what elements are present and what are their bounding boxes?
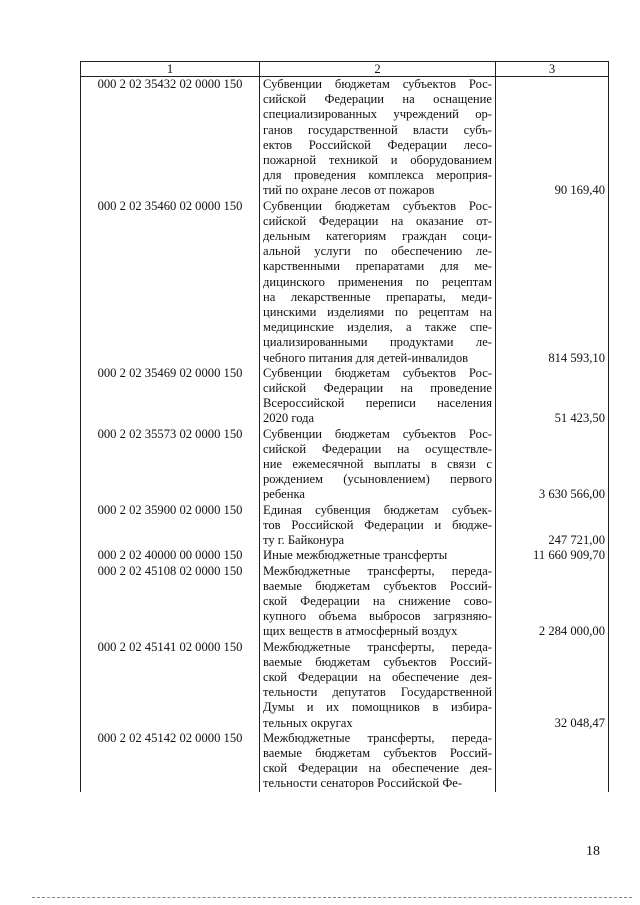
description-line: тельных округах xyxy=(263,715,353,730)
amount-cell: 2 284 000,00 xyxy=(496,564,609,640)
column-header-description: 2 xyxy=(260,62,496,77)
table-row xyxy=(81,366,609,427)
description-line: цинскими изделиями по рецептам на xyxy=(263,305,492,320)
description-cell xyxy=(260,564,496,640)
amount-cell: 247 721,00 xyxy=(496,503,609,549)
description-line: Межбюджетные трансферты, переда- xyxy=(263,563,492,578)
table-row xyxy=(81,77,609,199)
budget-code-cell: 000 2 02 45142 02 0000 150 xyxy=(81,731,260,792)
description-line: тельности депутатов Государственной xyxy=(263,685,492,700)
amount-cell: 11 660 909,70 xyxy=(496,548,609,563)
description-line: альной услуги по обеспечению ле- xyxy=(263,244,492,259)
description-line: ту г. Байконура xyxy=(263,533,345,548)
budget-code-cell: 000 2 02 35573 02 0000 150 xyxy=(81,427,260,503)
description-line: Единая субвенция бюджетам субъек- xyxy=(263,502,492,517)
description-line: 2020 года xyxy=(263,411,315,426)
description-cell xyxy=(260,503,496,549)
description-line: пожарной техникой и оборудованием xyxy=(263,153,492,168)
description-line: тов Российской Федерации и бюдже- xyxy=(263,517,492,532)
description-line: ской Федерации на обеспечение дея- xyxy=(263,669,492,684)
table-row xyxy=(81,640,609,731)
description-line: чебного питания для детей-инвалидов xyxy=(263,350,469,365)
description-cell xyxy=(260,548,496,563)
description-line: купного объема выбросов загрязняю- xyxy=(263,609,492,624)
description-line: циализированными продуктами ле- xyxy=(263,335,492,350)
description-line: ской Федерации на обеспечение дея- xyxy=(263,761,492,776)
table-body xyxy=(81,77,609,792)
description-line: Межбюджетные трансферты, переда- xyxy=(263,730,492,745)
budget-code-cell: 000 2 02 40000 00 0000 150 xyxy=(81,548,260,563)
description-cell xyxy=(260,366,496,427)
column-header-amount: 3 xyxy=(496,62,609,77)
budget-code-cell: 000 2 02 35432 02 0000 150 xyxy=(81,77,260,199)
table-row xyxy=(81,548,609,563)
amount-cell: 814 593,10 xyxy=(496,199,609,366)
description-line: Думы и их помощников в избира- xyxy=(263,700,492,715)
amount-cell: 90 169,40 xyxy=(496,77,609,199)
description-line: ние ежемесячной выплаты в связи с xyxy=(263,457,492,472)
description-line: Межбюджетные трансферты, переда- xyxy=(263,639,492,654)
description-line: ваемые бюджетам субъектов Россий- xyxy=(263,654,492,669)
description-line: ваемые бюджетам субъектов Россий- xyxy=(263,578,492,593)
description-line: Субвенции бюджетам субъектов Рос- xyxy=(263,198,492,213)
budget-code-cell: 000 2 02 35900 02 0000 150 xyxy=(81,503,260,549)
column-header-code: 1 xyxy=(81,62,260,77)
description-line: Субвенции бюджетам субъектов Рос- xyxy=(263,365,492,380)
description-cell xyxy=(260,199,496,366)
description-line: Субвенции бюджетам субъектов Рос- xyxy=(263,426,492,441)
description-line: ваемые бюджетам субъектов Россий- xyxy=(263,745,492,760)
amount-cell xyxy=(496,731,609,792)
description-line: сийской Федерации на осуществле- xyxy=(263,441,492,456)
description-line: дицинского применения по рецептам xyxy=(263,274,492,289)
description-line: рождением (усыновлением) первого xyxy=(263,472,492,487)
description-line: тий по охране лесов от пожаров xyxy=(263,183,435,198)
description-line: специализированных учреждений ор- xyxy=(263,107,492,122)
description-line: на лекарственные препараты, меди- xyxy=(263,289,492,304)
description-line: тельности сенаторов Российской Фе- xyxy=(263,776,463,791)
amount-cell: 32 048,47 xyxy=(496,640,609,731)
header-row xyxy=(81,62,609,77)
table-row xyxy=(81,503,609,549)
description-cell xyxy=(260,731,496,792)
description-cell xyxy=(260,77,496,199)
table-row xyxy=(81,564,609,640)
description-line: ской Федерации на снижение сово- xyxy=(263,593,492,608)
description-line: для проведения комплекса мероприя- xyxy=(263,168,492,183)
description-cell xyxy=(260,427,496,503)
budget-code-cell: 000 2 02 35460 02 0000 150 xyxy=(81,199,260,366)
description-line: Субвенции бюджетам субъектов Рос- xyxy=(263,77,492,91)
description-line: сийской Федерации на проведение xyxy=(263,381,492,396)
table-row xyxy=(81,731,609,792)
amount-cell: 3 630 566,00 xyxy=(496,427,609,503)
description-line: ребенка xyxy=(263,487,305,502)
budget-code-cell: 000 2 02 35469 02 0000 150 xyxy=(81,366,260,427)
budget-code-cell: 000 2 02 45108 02 0000 150 xyxy=(81,564,260,640)
description-line: карственными препаратами для ме- xyxy=(263,259,492,274)
description-line: сийской Федерации на оснащение xyxy=(263,92,492,107)
description-line: ганов государственной власти субъ- xyxy=(263,122,492,137)
budget-table xyxy=(80,61,609,792)
description-line: сийской Федерации на оказание от- xyxy=(263,213,492,228)
description-line: щих веществ в атмосферный воздух xyxy=(263,624,458,639)
description-line: медицинские изделия, а также спе- xyxy=(263,320,492,335)
description-line: Всероссийской переписи населения xyxy=(263,396,492,411)
description-line: ектов Российской Федерации лесо- xyxy=(263,137,492,152)
table-row xyxy=(81,199,609,366)
description-cell xyxy=(260,640,496,731)
table-row xyxy=(81,427,609,503)
description-line: Иные межбюджетные трансферты xyxy=(263,548,448,563)
budget-code-cell: 000 2 02 45141 02 0000 150 xyxy=(81,640,260,731)
footer-divider xyxy=(32,897,632,898)
page-number: 18 xyxy=(586,844,600,859)
description-line: дельным категориям граждан соци- xyxy=(263,229,492,244)
amount-cell: 51 423,50 xyxy=(496,366,609,427)
